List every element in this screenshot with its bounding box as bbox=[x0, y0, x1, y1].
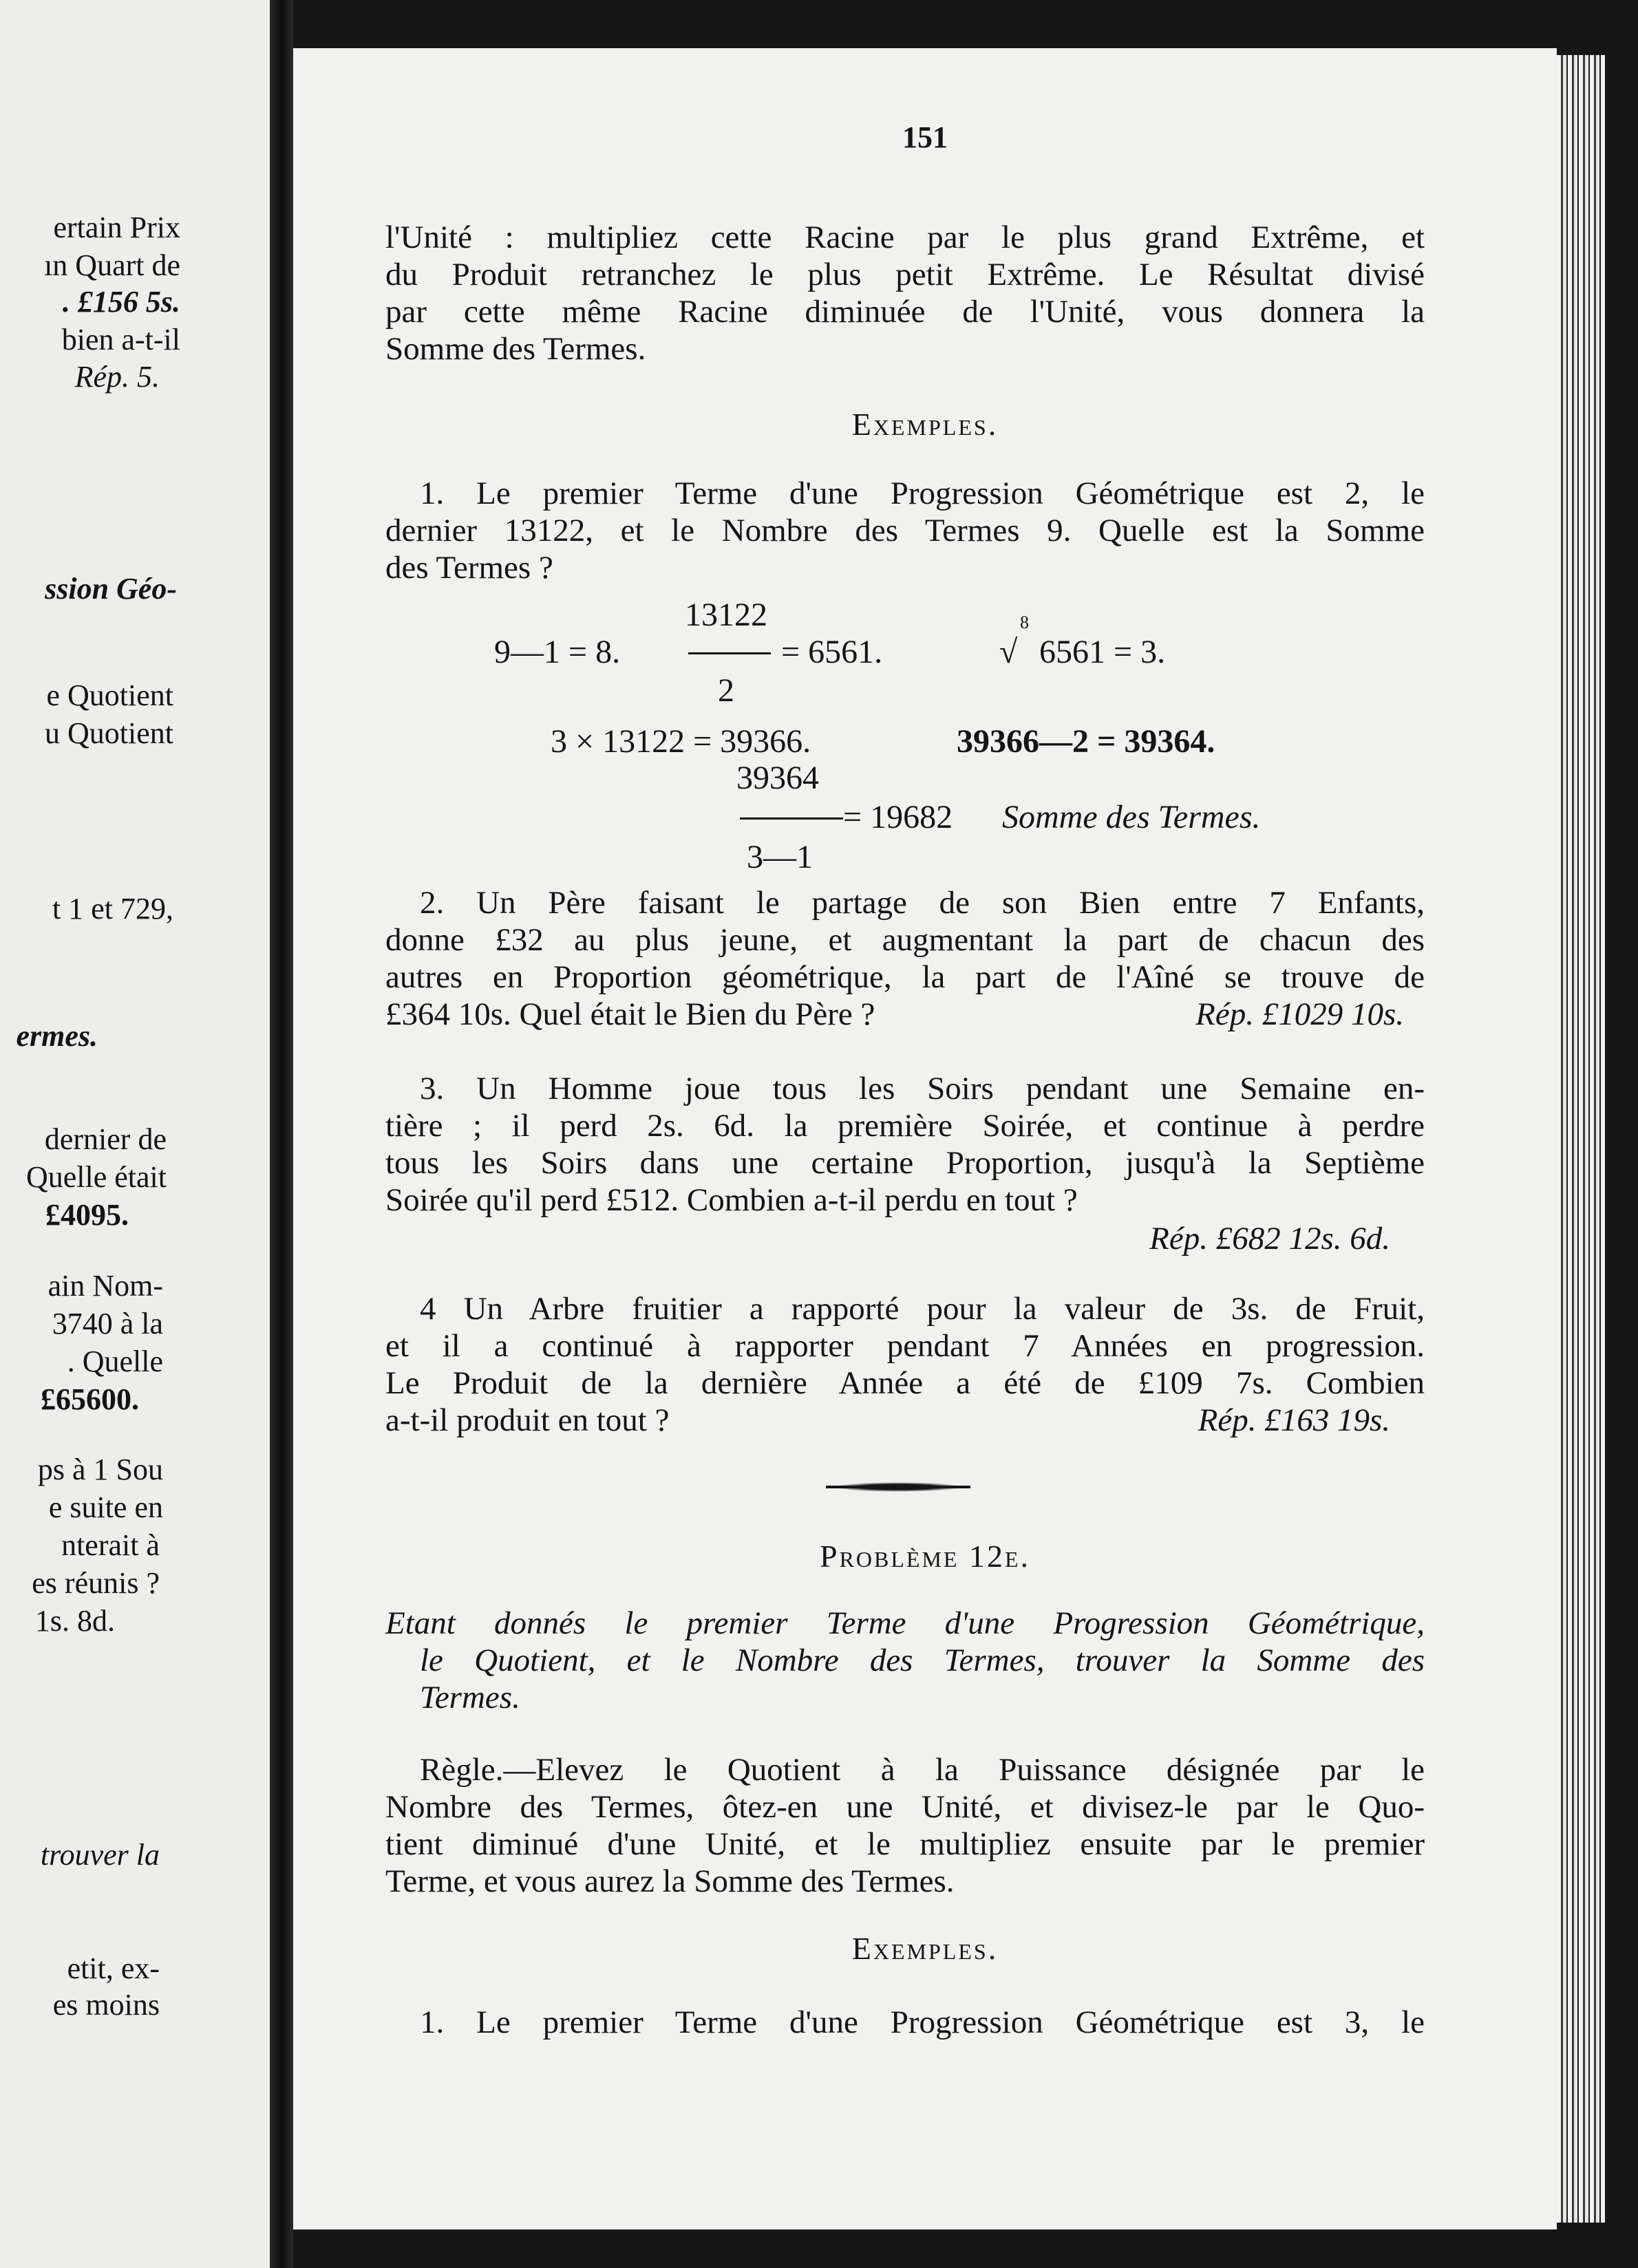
example-line: tière ; il perd 2s. 6d. la première Soirée, et continue à perdre bbox=[385, 1108, 1425, 1144]
fraction-numerator: 13122 bbox=[685, 597, 767, 633]
book-gutter bbox=[270, 0, 293, 2268]
calc-result: = 19682 bbox=[843, 799, 953, 835]
example-line: 1. Le premier Terme d'une Progression Géométrique est 3, le bbox=[420, 2004, 1425, 2040]
left-line: ın Quart de bbox=[44, 248, 180, 282]
example-line: dernier 13122, et le Nombre des Termes 9. Quelle est la Somme bbox=[385, 513, 1425, 548]
left-line: e suite en bbox=[48, 1490, 163, 1524]
calc-result: = 6561. bbox=[781, 634, 883, 670]
fraction-denominator: 3—1 bbox=[747, 839, 813, 875]
example-line: autres en Proportion géométrique, la part de l'Aîné se trouve de bbox=[385, 959, 1425, 995]
statement-line: Etant donnés le premier Terme d'une Progression Géométrique, bbox=[385, 1605, 1425, 1641]
left-line: 3740 à la bbox=[52, 1307, 163, 1340]
section-heading: Exemples. bbox=[851, 1931, 999, 1966]
left-line: trouver la bbox=[40, 1838, 160, 1872]
page-number: 151 bbox=[902, 120, 948, 154]
left-line: etit, ex- bbox=[67, 1951, 160, 1985]
left-line: nterait à bbox=[61, 1528, 160, 1562]
answer: Rép. £682 12s. 6d. bbox=[1149, 1221, 1390, 1256]
example-line: 4 Un Arbre fruitier a rapporté pour la valeur de 3s. de Fruit, bbox=[420, 1291, 1425, 1327]
left-line: t 1 et 729, bbox=[52, 892, 173, 926]
intro-line: Somme des Termes. bbox=[385, 331, 646, 367]
problem-heading: Problème 12e. bbox=[819, 1539, 1031, 1574]
statement-line: le Quotient, et le Nombre des Termes, trouver la Somme des bbox=[420, 1643, 1425, 1678]
calc-step: 3 × 13122 = 39366. bbox=[551, 723, 811, 760]
answer: Rép. £163 19s. bbox=[1198, 1402, 1390, 1438]
example-line: 3. Un Homme joue tous les Soirs pendant une Semaine en- bbox=[420, 1071, 1425, 1106]
left-line: . £156 5s. bbox=[62, 285, 180, 319]
example-line: Soirée qu'il perd £512. Combien a-t-il perdu en tout ? bbox=[385, 1182, 1078, 1218]
left-line: £65600. bbox=[41, 1382, 139, 1416]
calc-step: 39366—2 = 39364. bbox=[957, 723, 1215, 760]
rule-line: Terme, et vous aurez la Somme des Termes. bbox=[385, 1863, 955, 1899]
left-line: ermes. bbox=[16, 1019, 98, 1053]
left-line: es moins bbox=[52, 1988, 160, 2022]
calc-step: 9—1 = 8. bbox=[494, 634, 621, 670]
fraction-bar bbox=[740, 817, 843, 820]
left-line: dernier de bbox=[44, 1122, 167, 1156]
left-line: ain Nom- bbox=[47, 1269, 163, 1303]
intro-line: l'Unité : multipliez cette Racine par le plus grand Extrême, et bbox=[385, 220, 1425, 255]
fraction-numerator: 39364 bbox=[736, 760, 819, 796]
left-line: bien a-t-il bbox=[61, 323, 180, 356]
intro-line: du Produit retranchez le plus petit Extrême. Le Résultat divisé bbox=[385, 257, 1425, 292]
statement-line: Termes. bbox=[420, 1680, 520, 1715]
calc-step: 6561 = 3. bbox=[1039, 634, 1166, 670]
root-icon: √ bbox=[999, 634, 1018, 670]
section-heading: Exemples. bbox=[851, 407, 999, 442]
example-line: des Termes ? bbox=[385, 550, 553, 586]
example-line: 1. Le premier Terme d'une Progression Géométrique est 2, le bbox=[420, 475, 1425, 511]
example-line: et il a continué à rapporter pendant 7 Années en progression. bbox=[385, 1328, 1425, 1364]
intro-line: par cette même Racine diminuée de l'Unité, vous donnera la bbox=[385, 294, 1425, 330]
answer: Rép. £1029 10s. bbox=[1195, 996, 1404, 1032]
fraction-bar bbox=[688, 652, 771, 654]
rule-line: Règle.—Elevez le Quotient à la Puissance désignée par le bbox=[420, 1752, 1425, 1788]
left-line: . Quelle bbox=[67, 1345, 163, 1378]
calc-label: Somme des Termes. bbox=[1002, 799, 1261, 835]
left-line: ssion Géo- bbox=[45, 572, 177, 606]
left-line: e Quotient bbox=[46, 678, 173, 712]
rule-line: Nombre des Termes, ôtez-en une Unité, et divisez-le par le Quo- bbox=[385, 1789, 1425, 1825]
example-line: donne £32 au plus jeune, et augmentant la part de chacun des bbox=[385, 922, 1425, 958]
example-line: a-t-il produit en tout ? bbox=[385, 1402, 670, 1438]
example-line: £364 10s. Quel était le Bien du Père ? bbox=[385, 996, 875, 1032]
left-line: es réunis ? bbox=[32, 1566, 160, 1600]
example-line: Le Produit de la dernière Année a été de £109 7s. Combien bbox=[385, 1365, 1425, 1401]
example-line: tous les Soirs dans une certaine Proportion, jusqu'à la Septième bbox=[385, 1145, 1425, 1181]
left-line: Quelle était bbox=[25, 1160, 167, 1194]
left-line: 1s. 8d. bbox=[34, 1604, 115, 1638]
left-line: Rép. 5. bbox=[74, 360, 160, 394]
fraction-denominator: 2 bbox=[718, 672, 734, 709]
ornamental-divider-center bbox=[833, 1482, 964, 1492]
root-index: 8 bbox=[1020, 612, 1029, 632]
example-line: 2. Un Père faisant le partage de son Bien entre 7 Enfants, bbox=[420, 885, 1425, 921]
rule-line: tient diminué d'une Unité, et le multipliez ensuite par le premier bbox=[385, 1826, 1425, 1862]
left-line: u Quotient bbox=[45, 716, 173, 750]
left-line: ps à 1 Sou bbox=[37, 1453, 163, 1486]
left-line: £4095. bbox=[45, 1198, 129, 1232]
left-page-fragment bbox=[0, 0, 270, 2268]
left-line: ertain Prix bbox=[53, 211, 180, 244]
page-edges bbox=[1557, 55, 1605, 2223]
